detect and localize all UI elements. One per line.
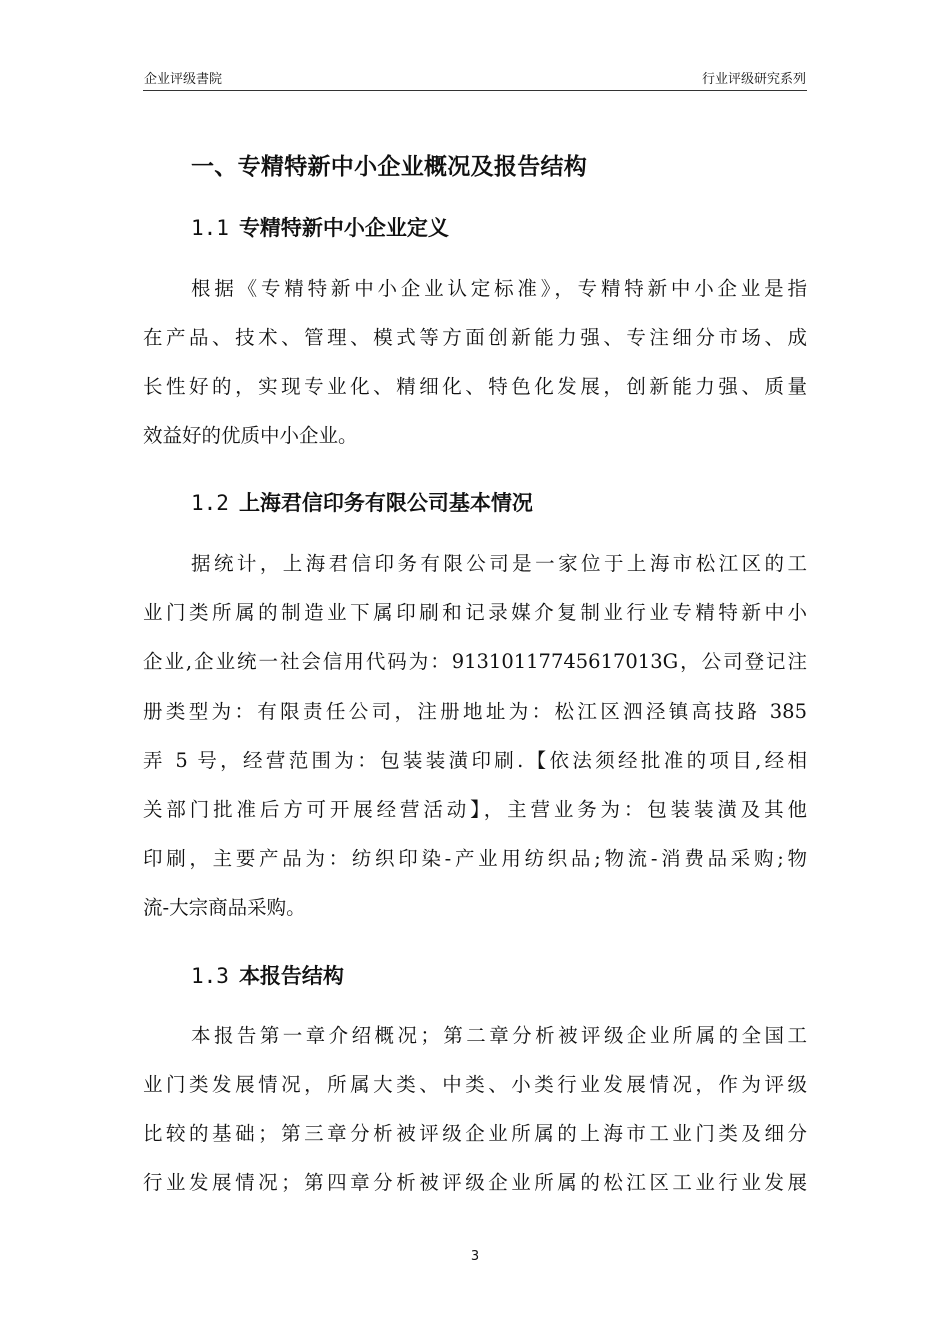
paragraph-line: 弄 5 号，经营范围为：包装装潢印刷.【依法须经批准的项目,经相 (143, 749, 807, 772)
paragraph-line: 印刷，主要产品为：纺织印染-产业用纺织品;物流-消费品采购;物 (143, 847, 807, 870)
section-title-text: 专精特新中小企业定义 (238, 216, 449, 240)
section-number: 1.2 (191, 491, 229, 515)
paragraph-line: 效益好的优质中小企业。 (143, 424, 358, 447)
paragraph-line: 关部门批准后方可开展经营活动】，主营业务为：包装装潢及其他 (143, 798, 807, 821)
page-header (143, 66, 807, 91)
section-title-text: 上海君信印务有限公司基本情况 (238, 491, 533, 515)
paragraph-line: 行业发展情况；第四章分析被评级企业所属的松江区工业行业发展 (143, 1171, 807, 1194)
paragraph-line: 流-大宗商品采购。 (143, 896, 306, 919)
paragraph-line: 业门类所属的制造业下属印刷和记录媒介复制业行业专精特新中小 (143, 601, 807, 624)
section-title-text: 本报告结构 (238, 964, 344, 988)
paragraph-line: 本报告第一章介绍概况；第二章分析被评级企业所属的全国工 (191, 1024, 807, 1047)
paragraph-line: 根据《专精特新中小企业认定标准》，专精特新中小企业是指 (191, 277, 807, 300)
section-title-1-3 (191, 960, 344, 990)
paragraph-line: 在产品、技术、管理、模式等方面创新能力强、专注细分市场、成 (143, 326, 807, 349)
paragraph-line: 企业,企业统一社会信用代码为：91310117745617013G，公司登记注 (143, 650, 807, 673)
paragraph-line: 册类型为：有限责任公司，注册地址为：松江区泗泾镇高技路 385 (143, 700, 807, 723)
paragraph-line: 业门类发展情况，所属大类、中类、小类行业发展情况，作为评级 (143, 1073, 807, 1096)
section-number: 1.3 (191, 964, 229, 988)
paragraph-line: 比较的基础；第三章分析被评级企业所属的上海市工业门类及细分 (143, 1122, 807, 1145)
section-number: 1.1 (191, 216, 229, 240)
paragraph-line: 据统计，上海君信印务有限公司是一家位于上海市松江区的工 (191, 552, 807, 575)
paragraph-line: 长性好的，实现专业化、精细化、特色化发展，创新能力强、质量 (143, 375, 807, 398)
header-left-text: 企业评级書院 (144, 72, 223, 87)
chapter-title: 一、专精特新中小企业概况及报告结构 (191, 154, 588, 180)
page-number: 3 (470, 1249, 480, 1264)
section-title-1-2 (191, 487, 533, 517)
section-title-1-1 (191, 212, 449, 242)
header-right-text: 行业评级研究系列 (701, 72, 806, 87)
